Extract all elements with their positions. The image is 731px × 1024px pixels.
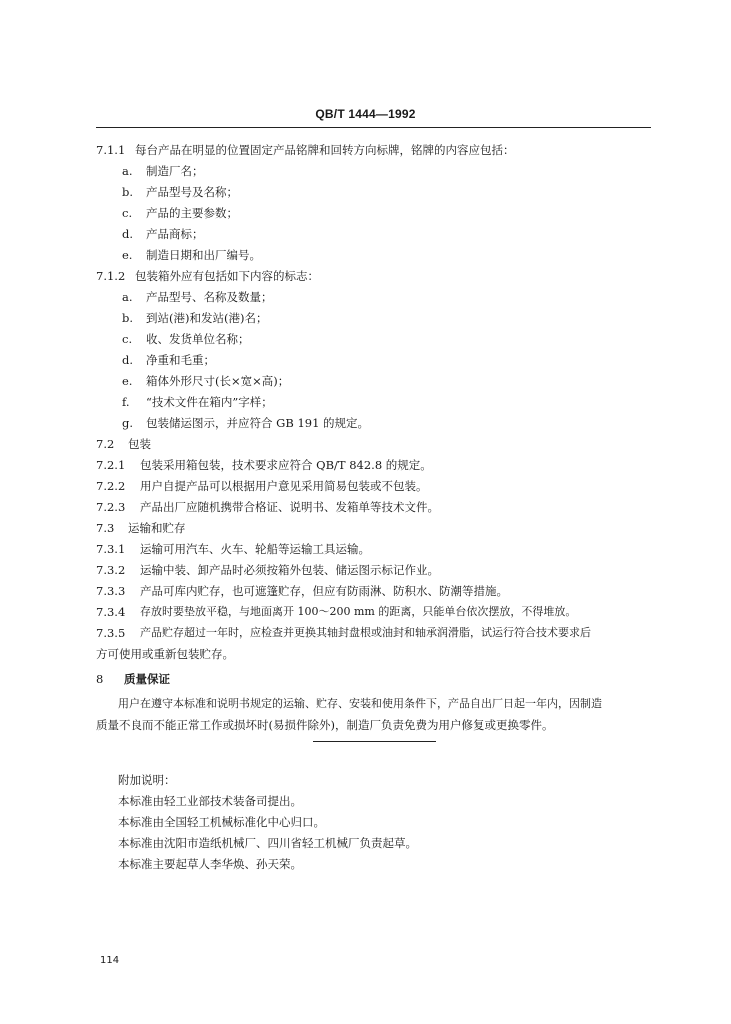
clause-text: 包装箱外应有包括如下内容的标志： xyxy=(135,269,319,283)
list-letter: g. xyxy=(122,416,134,430)
clause-number: 7.1.1 xyxy=(96,143,126,157)
list-letter: e. xyxy=(122,248,133,262)
list-letter: a. xyxy=(122,290,133,304)
clause-number: 7.3.4 xyxy=(96,605,126,619)
list-item: 到站(港)和发站(港)名； xyxy=(146,311,268,325)
clause-text: 包装采用箱包装，技术要求应符合 QB/T 842.8 的规定。 xyxy=(140,458,432,472)
clause-number: 7.2.2 xyxy=(96,479,126,493)
section-number: 8 xyxy=(96,672,104,686)
section-title: 质量保证 xyxy=(124,672,170,686)
section-number: 7.3 xyxy=(96,521,115,535)
list-item: 箱体外形尺寸(长×宽×高)； xyxy=(146,374,290,388)
notes-line: 本标准主要起草人李华焕、孙天荣。 xyxy=(118,857,302,871)
clause-number: 7.1.2 xyxy=(96,269,126,283)
list-letter: b. xyxy=(122,185,134,199)
list-letter: e. xyxy=(122,374,133,388)
list-item: 产品型号、名称及数量； xyxy=(146,290,273,304)
notes-line: 本标准由轻工业部技术装备司提出。 xyxy=(118,794,302,808)
clause-number: 7.3.5 xyxy=(96,626,126,640)
clause-number: 7.3.3 xyxy=(96,584,126,598)
list-item: 包装储运图示，并应符合 GB 191 的规定。 xyxy=(146,416,370,430)
header-rule xyxy=(96,127,651,128)
paragraph-line: 质量不良而不能正常工作或损坏时(易损件除外)，制造厂负责免费为用户修复或更换零件。 xyxy=(96,718,554,732)
list-letter: c. xyxy=(122,332,133,346)
clause-number: 7.2.3 xyxy=(96,500,126,514)
list-letter: d. xyxy=(122,227,134,241)
notes-line: 本标准由沈阳市造纸机械厂、四川省轻工机械厂负责起草。 xyxy=(118,836,417,850)
list-item: 产品商标； xyxy=(146,227,204,241)
clause-text: 运输可用汽车、火车、轮船等运输工具运输。 xyxy=(140,542,370,556)
clause-text-continued: 方可使用或重新包装贮存。 xyxy=(96,647,234,661)
list-letter: b. xyxy=(122,311,134,325)
clause-text: 产品贮存超过一年时，应检查并更换其轴封盘根或油封和轴承润滑脂，试运行符合技术要求后 xyxy=(140,626,591,639)
clause-number: 7.3.1 xyxy=(96,542,126,556)
clause-text: 每台产品在明显的位置固定产品铭牌和回转方向标牌，铭牌的内容应包括： xyxy=(135,143,515,157)
list-letter: d. xyxy=(122,353,134,367)
notes-line: 本标准由全国轻工机械标准化中心归口。 xyxy=(118,815,325,829)
list-item: 制造日期和出厂编号。 xyxy=(146,248,261,262)
end-separator xyxy=(313,741,436,742)
list-letter: f. xyxy=(122,395,130,409)
paragraph-line: 用户在遵守本标准和说明书规定的运输、贮存、安装和使用条件下，产品自出厂日起一年内，因制造 xyxy=(118,697,602,710)
list-item: “技术文件在箱内”字样； xyxy=(146,395,273,409)
page-number: 114 xyxy=(100,955,120,966)
clause-number: 7.3.2 xyxy=(96,563,126,577)
clause-text: 运输中装、卸产品时必须按箱外包装、储运图示标记作业。 xyxy=(140,563,439,577)
section-title: 包装 xyxy=(128,437,151,451)
notes-title: 附加说明： xyxy=(118,773,176,787)
list-item: 净重和毛重； xyxy=(146,353,215,367)
list-item: 产品型号及名称； xyxy=(146,185,238,199)
clause-text: 产品可库内贮存，也可遮篷贮存，但应有防雨淋、防积水、防潮等措施。 xyxy=(140,584,508,598)
list-item: 产品的主要参数； xyxy=(146,206,238,220)
list-item: 制造厂名； xyxy=(146,164,204,178)
clause-text: 存放时要垫放平稳，与地面离开 100～200 mm 的距离，只能单台依次摆放，不得堆放。 xyxy=(140,605,577,618)
standard-code-header: QB/T 1444—1992 xyxy=(315,107,416,121)
list-letter: c. xyxy=(122,206,133,220)
list-item: 收、发货单位名称； xyxy=(146,332,250,346)
clause-text: 产品出厂应随机携带合格证、说明书、发箱单等技术文件。 xyxy=(140,500,439,514)
clause-text: 用户自提产品可以根据用户意见采用简易包装或不包装。 xyxy=(140,479,428,493)
section-title: 运输和贮存 xyxy=(128,521,186,535)
list-letter: a. xyxy=(122,164,133,178)
clause-number: 7.2.1 xyxy=(96,458,126,472)
section-number: 7.2 xyxy=(96,437,115,451)
